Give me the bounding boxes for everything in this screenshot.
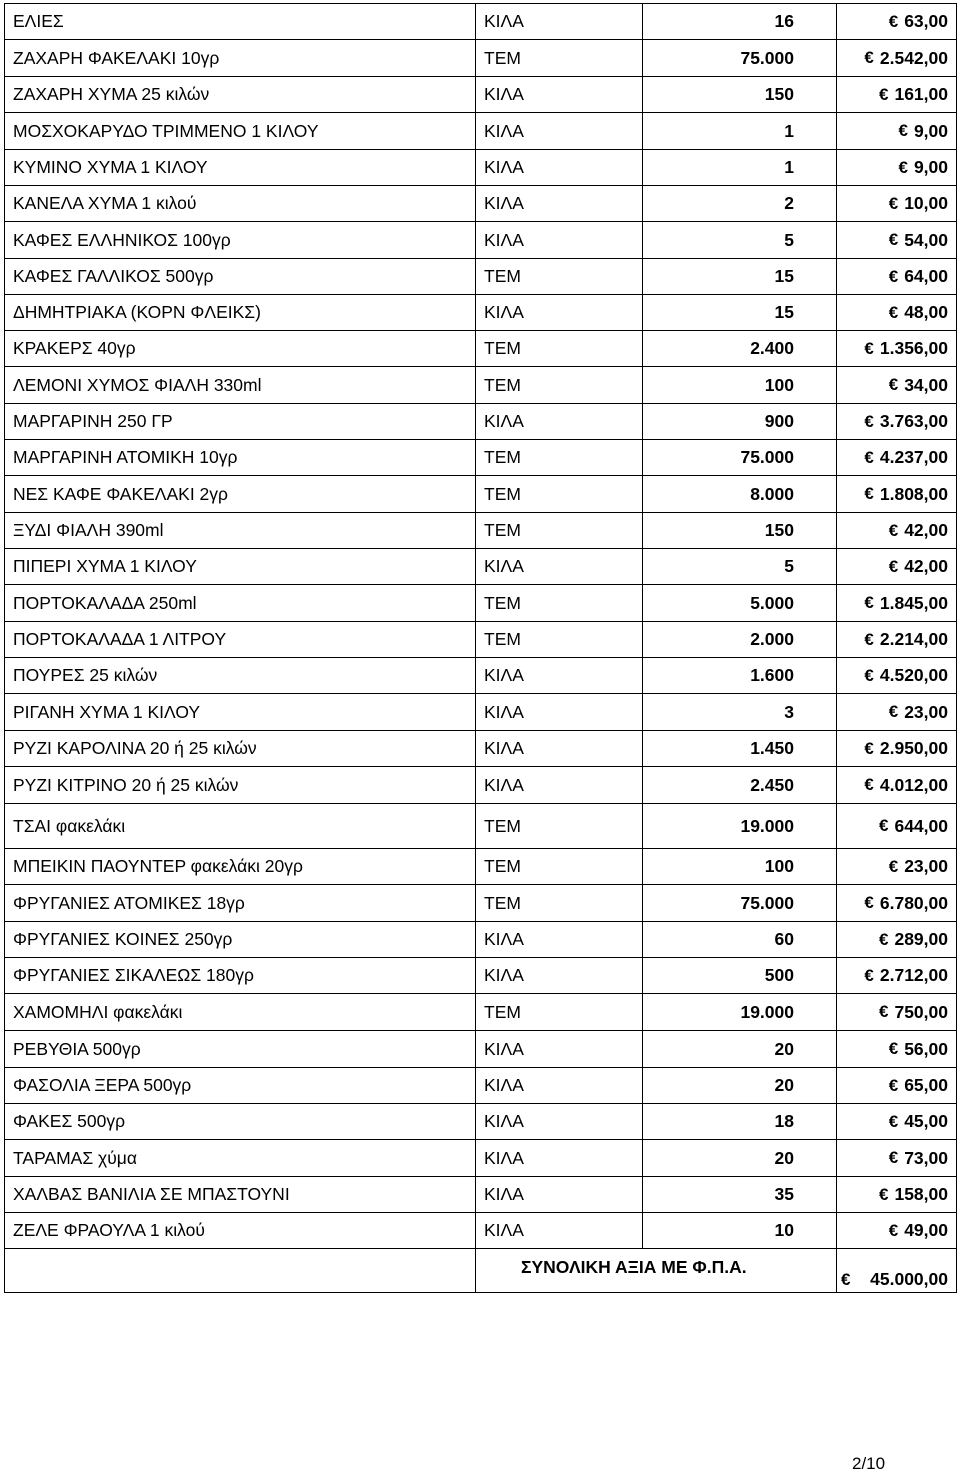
item-quantity: 35 [643, 1177, 837, 1213]
item-price-cell [837, 113, 957, 150]
item-quantity: 19.000 [643, 804, 837, 849]
currency-symbol: € [864, 411, 874, 431]
item-quantity: 18 [643, 1104, 837, 1140]
item-price: 4.237,00 [879, 447, 948, 467]
item-unit: ΚΙΛΑ [476, 922, 643, 958]
item-unit: ΚΙΛΑ [476, 113, 643, 150]
item-name: ΛΕΜΟΝΙ ΧΥΜΟΣ ΦΙΑΛΗ 330ml [5, 367, 476, 404]
item-unit: ΚΙΛΑ [476, 767, 643, 804]
currency-symbol: € [898, 121, 908, 140]
table-row [5, 1068, 957, 1104]
item-name: ΧΑΛΒΑΣ ΒΑΝΙΛΙΑ ΣΕ ΜΠΑΣΤΟΥΝΙ [5, 1177, 476, 1213]
item-unit: ΤΕΜ [476, 622, 643, 658]
item-unit: ΤΕΜ [476, 331, 643, 367]
item-name: ΖΑΧΑΡΗ ΦΑΚΕΛΑΚΙ 10γρ [5, 40, 476, 77]
currency-symbol: € [864, 447, 874, 467]
item-quantity: 150 [643, 77, 837, 113]
item-price: 23,00 [904, 856, 948, 876]
item-price-cell [837, 804, 957, 849]
item-name: ΠΟΥΡΕΣ 25 κιλών [5, 658, 476, 694]
item-price: 10,00 [904, 193, 948, 213]
item-price-cell [837, 186, 957, 222]
item-quantity: 3 [643, 694, 837, 731]
items-table [4, 3, 957, 1293]
currency-symbol: € [879, 929, 889, 949]
item-quantity: 100 [643, 367, 837, 404]
item-price-cell [837, 994, 957, 1031]
item-price: 45,00 [904, 1111, 948, 1131]
item-price: 158,00 [894, 1184, 948, 1204]
table-row [5, 367, 957, 404]
table-row [5, 113, 957, 150]
item-unit: ΚΙΛΑ [476, 295, 643, 331]
item-price-cell [837, 222, 957, 259]
item-unit: ΚΙΛΑ [476, 404, 643, 440]
item-price: 23,00 [904, 701, 948, 722]
item-name: ΜΑΡΓΑΡΙΝΗ ΑΤΟΜΙΚΗ 10γρ [5, 440, 476, 476]
item-quantity: 20 [643, 1140, 837, 1177]
item-unit: ΤΕΜ [476, 367, 643, 404]
item-unit: ΤΕΜ [476, 994, 643, 1031]
item-unit: ΤΕΜ [476, 804, 643, 849]
currency-symbol: € [888, 11, 899, 31]
table-row [5, 259, 957, 295]
item-quantity: 5 [643, 222, 837, 259]
item-quantity: 5 [643, 549, 837, 585]
item-quantity: 16 [643, 4, 837, 40]
item-unit: ΚΙΛΑ [476, 1104, 643, 1140]
table-row [5, 1104, 957, 1140]
total-value: 45.000,00 [870, 1269, 948, 1289]
item-unit: ΚΙΛΑ [476, 549, 643, 585]
item-name: ΦΑΣΟΛΙΑ ΞΕΡΑ 500γρ [5, 1068, 476, 1104]
item-price: 54,00 [904, 229, 948, 250]
item-name: ΦΑΚΕΣ 500γρ [5, 1104, 476, 1140]
currency-symbol: € [888, 1220, 899, 1240]
table-row [5, 658, 957, 694]
item-price-cell [837, 476, 957, 513]
currency-symbol: € [864, 593, 874, 612]
item-price-cell [837, 1068, 957, 1104]
item-price: 65,00 [904, 1075, 948, 1095]
item-price-cell [837, 404, 957, 440]
item-quantity: 500 [643, 958, 837, 994]
item-unit: ΚΙΛΑ [476, 1068, 643, 1104]
item-unit: ΤΕΜ [476, 259, 643, 295]
item-name: ΠΟΡΤΟΚΑΛΑΔΑ 1 ΛΙΤΡΟΥ [5, 622, 476, 658]
table-row [5, 549, 957, 585]
item-price: 9,00 [913, 157, 948, 177]
item-unit: ΚΙΛΑ [476, 1213, 643, 1249]
total-empty-cell [5, 1249, 476, 1293]
currency-symbol: € [841, 1269, 851, 1289]
total-label: ΣΥΝΟΛΙΚΗ ΑΞΙΑ ΜΕ Φ.Π.Α. [476, 1249, 837, 1293]
item-name: ΧΑΜΟΜΗΛΙ φακελάκι [5, 994, 476, 1031]
currency-symbol: € [888, 266, 899, 286]
item-name: ΜΠΕΙΚΙΝ ΠΑΟΥΝΤΕΡ φακελάκι 20γρ [5, 849, 476, 885]
item-price-cell [837, 1031, 957, 1068]
currency-symbol: € [888, 702, 899, 721]
item-price-cell [837, 77, 957, 113]
item-name: ΔΗΜΗΤΡΙΑΚΑ (ΚΟΡΝ ΦΛΕΙΚΣ) [5, 295, 476, 331]
item-unit: ΤΕΜ [476, 585, 643, 622]
item-name: ΝΕΣ ΚΑΦΕ ΦΑΚΕΛΑΚΙ 2γρ [5, 476, 476, 513]
item-price: 42,00 [904, 520, 948, 540]
table-row [5, 958, 957, 994]
item-name: ΞΥΔΙ ΦΙΑΛΗ 390ml [5, 513, 476, 549]
currency-symbol: € [879, 816, 889, 835]
item-quantity: 1.450 [643, 731, 837, 767]
item-price-cell [837, 513, 957, 549]
item-price-cell [837, 922, 957, 958]
table-row [5, 694, 957, 731]
item-price-cell [837, 767, 957, 804]
item-quantity: 15 [643, 259, 837, 295]
table-row [5, 1031, 957, 1068]
item-quantity: 1.600 [643, 658, 837, 694]
item-unit: ΤΕΜ [476, 849, 643, 885]
item-quantity: 150 [643, 513, 837, 549]
item-unit: ΤΕΜ [476, 885, 643, 922]
items-table-body [5, 4, 957, 1249]
item-quantity: 900 [643, 404, 837, 440]
currency-symbol: € [864, 665, 874, 685]
item-quantity: 19.000 [643, 994, 837, 1031]
item-quantity: 1 [643, 113, 837, 150]
table-row [5, 476, 957, 513]
item-unit: ΚΙΛΑ [476, 731, 643, 767]
item-price-cell [837, 331, 957, 367]
item-unit: ΚΙΛΑ [476, 1031, 643, 1068]
table-row [5, 585, 957, 622]
item-price: 161,00 [894, 84, 948, 104]
item-price: 1.845,00 [879, 592, 948, 613]
table-row [5, 767, 957, 804]
table-row [5, 77, 957, 113]
item-price-cell [837, 549, 957, 585]
item-unit: ΚΙΛΑ [476, 1177, 643, 1213]
item-name: ΦΡΥΓΑΝΙΕΣ ΚΟΙΝΕΣ 250γρ [5, 922, 476, 958]
table-row [5, 849, 957, 885]
currency-symbol: € [879, 1184, 889, 1204]
item-price-cell [837, 1104, 957, 1140]
item-quantity: 20 [643, 1068, 837, 1104]
item-price: 63,00 [904, 11, 948, 31]
currency-symbol: € [888, 556, 899, 576]
item-quantity: 1 [643, 150, 837, 186]
item-price-cell [837, 622, 957, 658]
price-list-sheet [4, 3, 957, 1293]
table-row [5, 1177, 957, 1213]
page-number: 2/10 [852, 1454, 886, 1473]
currency-symbol: € [864, 738, 874, 758]
item-price-cell [837, 958, 957, 994]
item-quantity: 20 [643, 1031, 837, 1068]
table-row [5, 40, 957, 77]
item-name: ΚΑΦΕΣ ΓΑΛΛΙΚΟΣ 500γρ [5, 259, 476, 295]
item-name: ΡΥΖΙ ΚΙΤΡΙΝΟ 20 ή 25 κιλών [5, 767, 476, 804]
item-unit: ΤΕΜ [476, 476, 643, 513]
table-row [5, 150, 957, 186]
item-name: ΖΕΛΕ ΦΡΑΟΥΛΑ 1 κιλού [5, 1213, 476, 1249]
table-row [5, 404, 957, 440]
item-price: 2.542,00 [879, 47, 948, 68]
item-price-cell [837, 1177, 957, 1213]
currency-symbol: € [888, 1039, 899, 1058]
item-quantity: 75.000 [643, 40, 837, 77]
currency-symbol: € [888, 1111, 899, 1131]
table-row [5, 331, 957, 367]
item-name: ΤΣΑΙ φακελάκι [5, 804, 476, 849]
item-price: 34,00 [904, 374, 948, 395]
table-row [5, 731, 957, 767]
item-unit: ΚΙΛΑ [476, 150, 643, 186]
table-row [5, 994, 957, 1031]
table-row [5, 922, 957, 958]
item-price-cell [837, 731, 957, 767]
table-row [5, 186, 957, 222]
item-unit: ΚΙΛΑ [476, 1140, 643, 1177]
item-unit: ΤΕΜ [476, 440, 643, 476]
table-row [5, 440, 957, 476]
item-unit: ΚΙΛΑ [476, 658, 643, 694]
item-price-cell [837, 40, 957, 77]
currency-symbol: € [864, 893, 874, 912]
item-price: 1.808,00 [879, 483, 948, 504]
item-unit: ΚΙΛΑ [476, 186, 643, 222]
item-quantity: 2 [643, 186, 837, 222]
currency-symbol: € [864, 48, 874, 67]
item-unit: ΚΙΛΑ [476, 694, 643, 731]
currency-symbol: € [888, 856, 899, 876]
currency-symbol: € [864, 629, 874, 649]
item-price: 750,00 [894, 1001, 948, 1022]
item-price-cell [837, 367, 957, 404]
item-price-cell [837, 885, 957, 922]
item-price: 3.763,00 [879, 411, 948, 431]
item-unit: ΤΕΜ [476, 513, 643, 549]
item-name: ΚΡΑΚΕΡΣ 40γρ [5, 331, 476, 367]
item-name: ΜΑΡΓΑΡΙΝΗ 250 ΓΡ [5, 404, 476, 440]
item-name: ΖΑΧΑΡΗ ΧΥΜΑ 25 κιλών [5, 77, 476, 113]
currency-symbol: € [864, 484, 874, 503]
item-quantity: 60 [643, 922, 837, 958]
item-price-cell [837, 585, 957, 622]
item-quantity: 2.400 [643, 331, 837, 367]
item-price-cell [837, 1213, 957, 1249]
currency-symbol: € [864, 775, 874, 794]
item-price: 6.780,00 [879, 892, 948, 913]
item-price-cell [837, 4, 957, 40]
item-price: 48,00 [904, 302, 948, 322]
item-name: ΠΟΡΤΟΚΑΛΑΔΑ 250ml [5, 585, 476, 622]
item-name: ΡΕΒΥΘΙΑ 500γρ [5, 1031, 476, 1068]
item-unit: ΚΙΛΑ [476, 4, 643, 40]
item-unit: ΚΙΛΑ [476, 958, 643, 994]
item-name: ΚΥΜΙΝΟ ΧΥΜΑ 1 ΚΙΛΟΥ [5, 150, 476, 186]
currency-symbol: € [888, 193, 899, 213]
item-unit: ΤΕΜ [476, 40, 643, 77]
item-price-cell [837, 259, 957, 295]
currency-symbol: € [888, 230, 899, 249]
item-price-cell [837, 150, 957, 186]
table-row [5, 222, 957, 259]
item-price: 4.012,00 [879, 774, 948, 795]
item-price: 2.214,00 [879, 629, 948, 649]
item-price: 1.356,00 [879, 338, 948, 358]
item-name: ΕΛΙΕΣ [5, 4, 476, 40]
item-price: 64,00 [904, 266, 948, 286]
item-price: 56,00 [904, 1038, 948, 1059]
table-row [5, 513, 957, 549]
item-name: ΦΡΥΓΑΝΙΕΣ ΣΙΚΑΛΕΩΣ 180γρ [5, 958, 476, 994]
table-row [5, 4, 957, 40]
item-name: ΚΑΝΕΛΑ ΧΥΜΑ 1 κιλού [5, 186, 476, 222]
item-price: 49,00 [904, 1220, 948, 1240]
item-name: ΤΑΡΑΜΑΣ χύμα [5, 1140, 476, 1177]
total-row [5, 1249, 957, 1293]
item-unit: ΚΙΛΑ [476, 77, 643, 113]
item-unit: ΚΙΛΑ [476, 222, 643, 259]
table-row [5, 1213, 957, 1249]
item-name: ΦΡΥΓΑΝΙΕΣ ΑΤΟΜΙΚΕΣ 18γρ [5, 885, 476, 922]
currency-symbol: € [888, 375, 899, 394]
item-price: 289,00 [894, 929, 948, 949]
item-price-cell [837, 440, 957, 476]
item-price: 4.520,00 [879, 665, 948, 685]
item-quantity: 75.000 [643, 885, 837, 922]
currency-symbol: € [888, 520, 899, 540]
item-quantity: 2.000 [643, 622, 837, 658]
item-name: ΠΙΠΕΡΙ ΧΥΜΑ 1 ΚΙΛΟΥ [5, 549, 476, 585]
item-name: ΡΥΖΙ ΚΑΡΟΛΙΝΑ 20 ή 25 κιλών [5, 731, 476, 767]
item-name: ΜΟΣΧΟΚΑΡΥΔΟ ΤΡΙΜΜΕΝΟ 1 ΚΙΛΟΥ [5, 113, 476, 150]
table-row [5, 295, 957, 331]
item-price-cell [837, 1140, 957, 1177]
item-price: 73,00 [904, 1147, 948, 1168]
table-row [5, 622, 957, 658]
item-quantity: 8.000 [643, 476, 837, 513]
currency-symbol: € [898, 157, 908, 177]
item-price-cell [837, 849, 957, 885]
item-name: ΡΙΓΑΝΗ ΧΥΜΑ 1 ΚΙΛΟΥ [5, 694, 476, 731]
currency-symbol: € [864, 965, 874, 985]
item-price: 42,00 [904, 556, 948, 576]
item-quantity: 2.450 [643, 767, 837, 804]
currency-symbol: € [879, 1002, 889, 1021]
item-price-cell [837, 295, 957, 331]
item-price: 9,00 [913, 120, 948, 141]
item-quantity: 10 [643, 1213, 837, 1249]
item-price-cell [837, 658, 957, 694]
currency-symbol: € [864, 338, 874, 358]
item-price: 2.950,00 [879, 738, 948, 758]
table-row [5, 885, 957, 922]
currency-symbol: € [888, 1148, 899, 1167]
item-price: 644,00 [894, 815, 948, 836]
item-quantity: 100 [643, 849, 837, 885]
currency-symbol: € [888, 1075, 899, 1095]
item-price: 2.712,00 [879, 965, 948, 985]
table-row [5, 1140, 957, 1177]
currency-symbol: € [888, 302, 899, 322]
item-quantity: 15 [643, 295, 837, 331]
item-name: ΚΑΦΕΣ ΕΛΛΗΝΙΚΟΣ 100γρ [5, 222, 476, 259]
total-value-cell [837, 1249, 957, 1293]
table-row [5, 804, 957, 849]
item-quantity: 5.000 [643, 585, 837, 622]
item-price-cell [837, 694, 957, 731]
currency-symbol: € [879, 84, 889, 104]
item-quantity: 75.000 [643, 440, 837, 476]
